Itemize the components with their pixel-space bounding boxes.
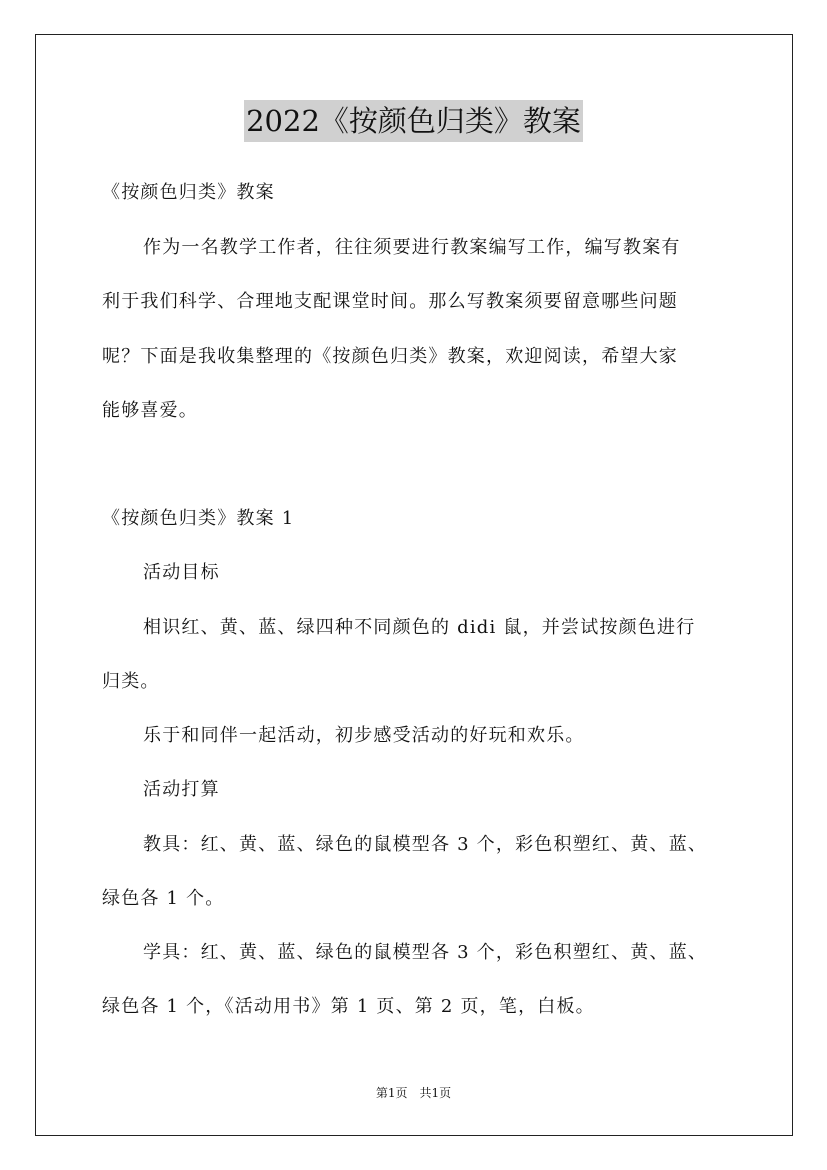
section-heading: 《按颜色归类》教案 1	[102, 508, 295, 529]
paragraph-line: 相识红、黄、蓝、绿四种不同颜色的 didi 鼠，并尝试按颜色进行	[143, 617, 696, 638]
paragraph-line: 呢？下面是我收集整理的《按颜色归类》教案，欢迎阅读，希望大家	[102, 346, 678, 367]
paragraph-line: 归类。	[102, 671, 160, 692]
title-container	[0, 100, 827, 142]
paragraph-line: 乐于和同伴一起活动，初步感受活动的好玩和欢乐。	[143, 725, 585, 746]
doc-heading: 《按颜色归类》教案	[102, 182, 275, 203]
paragraph-line: 能够喜爱。	[102, 400, 198, 421]
paragraph-line: 学具：红、黄、蓝、绿色的鼠模型各 3 个，彩色积塑红、黄、蓝、	[143, 942, 708, 963]
subheading-activity-goal: 活动目标	[143, 562, 220, 583]
subheading-activity-prep: 活动打算	[143, 779, 220, 800]
paragraph-line: 利于我们科学、合理地支配课堂时间。那么写教案须要留意哪些问题	[102, 291, 678, 312]
paragraph-line: 教具：红、黄、蓝、绿色的鼠模型各 3 个，彩色积塑红、黄、蓝、	[143, 834, 708, 855]
paragraph-line: 作为一名教学工作者，往往须要进行教案编写工作，编写教案有	[143, 237, 681, 258]
paragraph-line: 绿色各 1 个，《活动用书》第 1 页、第 2 页，笔，白板。	[102, 996, 595, 1017]
document-title: 2022《按颜色归类》教案	[244, 100, 583, 142]
paragraph-line: 绿色各 1 个。	[102, 888, 225, 909]
page-footer: 第1页 共1页	[375, 1086, 452, 1100]
